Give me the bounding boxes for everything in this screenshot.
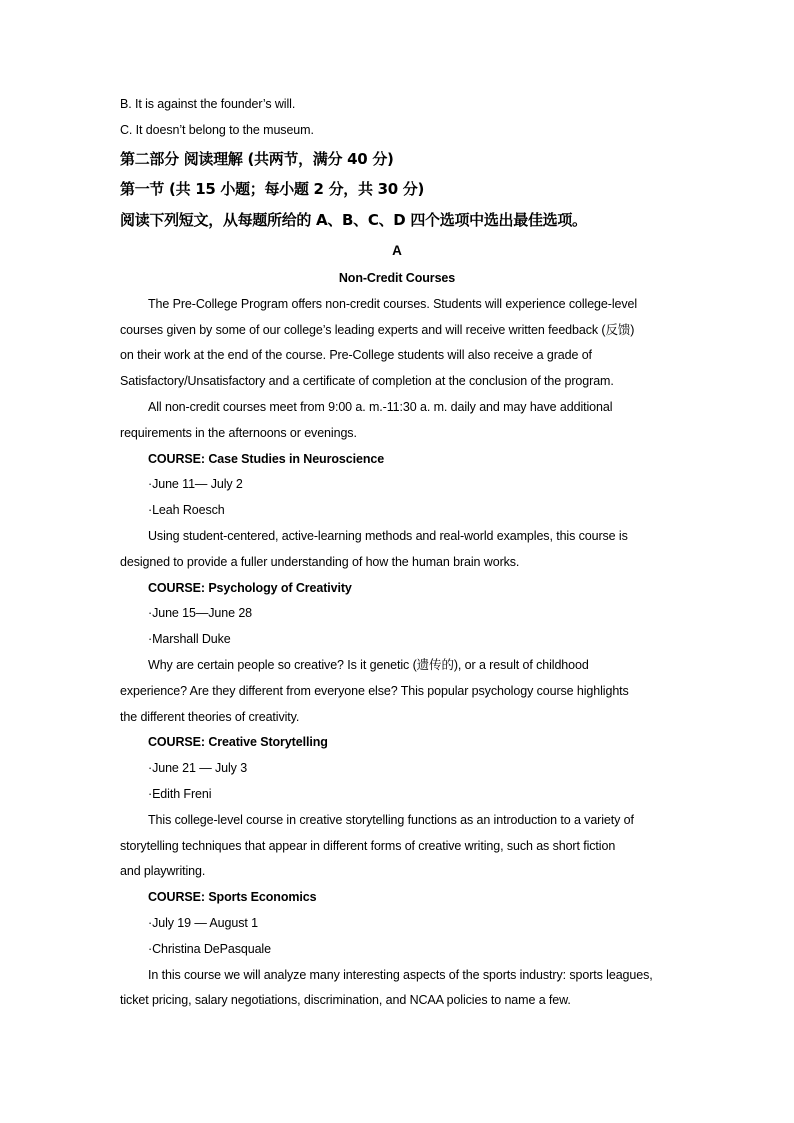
schedule-line: requirements in the afternoons or evenings.: [120, 425, 357, 440]
intro-line: The Pre-College Program offers non-credit courses. Students will experience college-level: [148, 296, 638, 311]
part-two-header: 第二部分 阅读理解 (共两节，满分 40 分): [120, 149, 394, 168]
course-title: COURSE: Case Studies in Neuroscience: [148, 451, 385, 466]
intro-line: courses given by some of our college’s leading experts and will receive written feedback (反馈): [120, 322, 635, 337]
section-one-header: 第一节 (共 15 小题；每小题 2 分，共 30 分): [120, 180, 425, 199]
option-b: B. It is against the founder’s will.: [120, 97, 296, 111]
course-description-line: This college-level course in creative storytelling functions as an introduction to a variety of: [148, 812, 634, 827]
course-description-line: In this course we will analyze many interesting aspects of the sports industry: sports leagues,: [148, 967, 653, 982]
course-dates: ·June 11— July 2: [148, 477, 243, 492]
course-description-line: and playwriting.: [120, 864, 206, 879]
course-description-line: ticket pricing, salary negotiations, discrimination, and NCAA policies to name a few.: [120, 993, 571, 1008]
course-description-line: storytelling techniques that appear in different forms of creative writing, such as short fiction: [120, 838, 616, 853]
course-block: [120, 730, 690, 885]
course-description-line: Why are certain people so creative? Is it genetic (遗传的), or a result of childhood: [148, 658, 589, 673]
course-dates: ·June 21 — July 3: [148, 761, 248, 776]
course-instructor: ·Marshall Duke: [148, 632, 231, 647]
course-block: [120, 885, 690, 1014]
page-content: [120, 92, 690, 1014]
course-description-line: the different theories of creativity.: [120, 709, 300, 724]
intro-paragraph: [120, 292, 690, 395]
course-instructor: ·Christina DePasquale: [148, 941, 271, 956]
course-title: COURSE: Creative Storytelling: [148, 735, 328, 750]
passage-title: Non-Credit Courses: [338, 271, 456, 286]
course-block: [120, 447, 690, 576]
course-instructor: ·Leah Roesch: [148, 503, 225, 518]
passage-letter: A: [392, 243, 402, 259]
course-title: COURSE: Psychology of Creativity: [148, 580, 352, 595]
course-dates: ·July 19 — August 1: [148, 916, 258, 931]
schedule-paragraph: [120, 395, 690, 447]
course-description-line: designed to provide a fuller understanding of how the human brain works.: [120, 554, 520, 569]
course-description-line: experience? Are they different from everyone else? This popular psychology course highlights: [120, 683, 629, 698]
course-dates: ·June 15—June 28: [148, 606, 253, 621]
intro-line: Satisfactory/Unsatisfactory and a certificate of completion at the conclusion of the program.: [120, 374, 614, 389]
course-title: COURSE: Sports Economics: [148, 890, 317, 905]
course-instructor: ·Edith Freni: [148, 787, 212, 802]
instruction-line: 阅读下列短文，从每题所给的 A、B、C、D 四个选项中选出最佳选项。: [120, 210, 587, 229]
course-description-line: Using student-centered, active-learning methods and real-world examples, this course is: [148, 529, 628, 544]
option-c: C. It doesn’t belong to the museum.: [120, 122, 314, 137]
course-block: [120, 576, 690, 731]
intro-line: on their work at the end of the course. Pre-College students will also receive a grade of: [120, 348, 592, 363]
schedule-line: All non-credit courses meet from 9:00 a. m.-11:30 a. m. daily and may have additional: [148, 400, 613, 415]
